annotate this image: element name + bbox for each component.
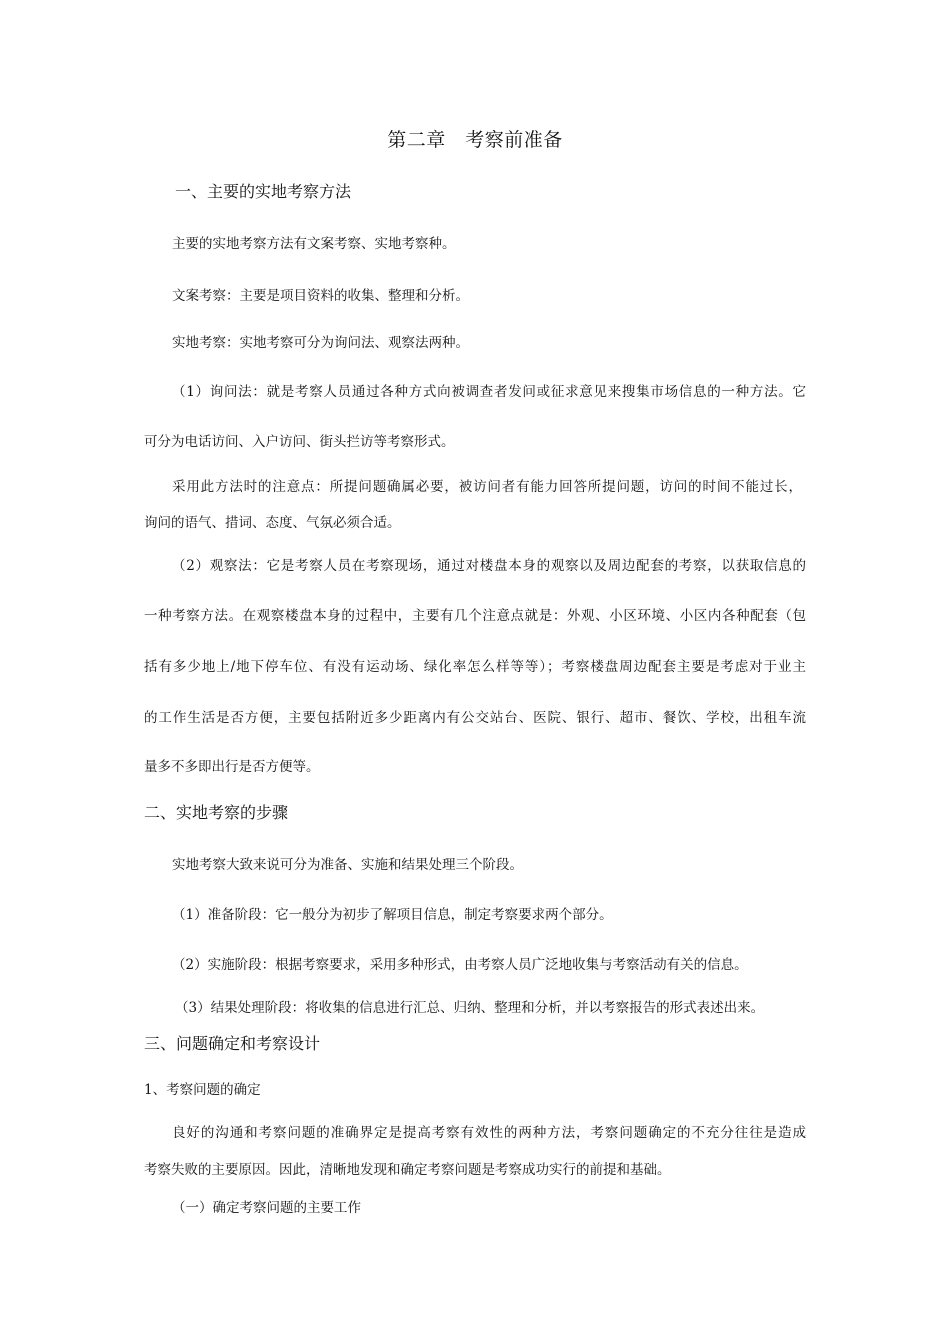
s2-paragraph-2: （1）准备阶段：它一般分为初步了解项目信息，制定考察要求两个部分。 — [172, 907, 613, 923]
s2-paragraph-3: （2）实施阶段：根据考察要求，采用多种形式，由考察人员广泛地收集与考察活动有关的信息。 — [172, 957, 748, 973]
s1-observation-line-4: 的工作生活是否方便，主要包括附近多少距离内有公交站台、医院、银行、超市、餐饮、学校，出租车流 — [144, 710, 806, 726]
s1-inquiry-line-1: （1）询问法：就是考察人员通过各种方式向被调查者发问或征求意见来搜集市场信息的一种方法。它 — [172, 384, 806, 400]
s1-observation-line-5: 量多不多即出行是否方便等。 — [144, 759, 320, 775]
s1-observation-line-2: 一种考察方法。在观察楼盘本身的过程中，主要有几个注意点就是：外观、小区环境、小区内各种配套（包 — [144, 608, 806, 624]
s1-paragraph-1: 主要的实地考察方法有文案考察、实地考察种。 — [172, 236, 456, 252]
s2-paragraph-1: 实地考察大致来说可分为准备、实施和结果处理三个阶段。 — [172, 857, 523, 873]
section-1-heading: 一、主要的实地考察方法 — [175, 182, 352, 201]
s1-inquiry-line-2: 可分为电话访问、入户访问、街头拦访等考察形式。 — [144, 434, 455, 450]
s1-notes-line-2: 询问的语气、措词、态度、气氛必须合适。 — [144, 515, 401, 531]
section-2-heading: 二、实地考察的步骤 — [144, 803, 289, 822]
section-3-heading: 三、问题确定和考察设计 — [144, 1034, 321, 1053]
chapter-title: 第二章 考察前准备 — [387, 129, 563, 151]
s1-notes-line-1: 采用此方法时的注意点：所提问题确属必要，被访问者有能力回答所提问题，访问的时间不能过长， — [172, 479, 802, 495]
s3-paragraph-line-2: 考察失败的主要原因。因此，清晰地发现和确定考察问题是考察成功实行的前提和基础。 — [144, 1162, 671, 1178]
s3-subheading-1: 1、考察问题的确定 — [144, 1082, 261, 1098]
s3-paragraph-line-1: 良好的沟通和考察问题的准确界定是提高考察有效性的两种方法，考察问题确定的不充分往往是造成 — [172, 1125, 806, 1141]
s2-paragraph-4: （3）结果处理阶段：将收集的信息进行汇总、归纳、整理和分析，并以考察报告的形式表述出来。 — [175, 1000, 765, 1016]
s1-observation-line-1: （2）观察法：它是考察人员在考察现场，通过对楼盘本身的观察以及周边配套的考察，以获取信息的 — [172, 558, 806, 574]
s3-subheading-2: （一）确定考察问题的主要工作 — [172, 1200, 361, 1216]
s1-paragraph-3: 实地考察：实地考察可分为询问法、观察法两种。 — [172, 335, 469, 351]
s1-observation-line-3: 括有多少地上/地下停车位、有没有运动场、绿化率怎么样等等）；考察楼盘周边配套主要是考虑对于业主 — [144, 659, 806, 675]
s1-paragraph-2: 文案考察：主要是项目资料的收集、整理和分析。 — [172, 288, 469, 304]
